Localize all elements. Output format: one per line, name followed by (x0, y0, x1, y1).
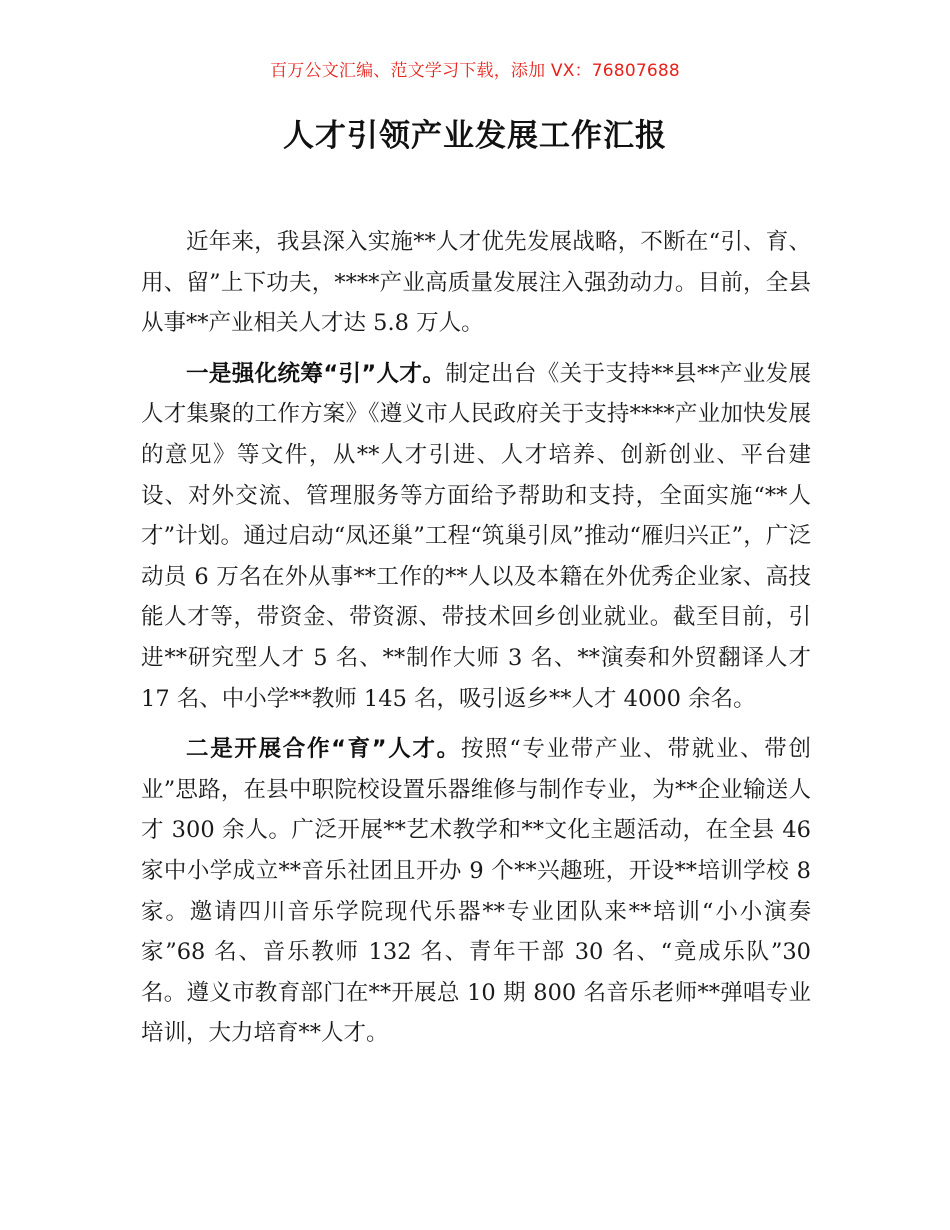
document-body (141, 222, 811, 1064)
paragraph-intro (141, 222, 811, 344)
document-title: 人才引领产业发展工作汇报 (283, 118, 667, 154)
paragraph-text: 近年来，我县深入实施**人才优先发展战略，不断在“引、育、用、留”上下功夫，****产业高质量发展注入强劲动力。目前，全县从事**产业相关人才达 5.8 万人。 (141, 229, 811, 337)
paragraph-lead: 二是开展合作“育”人才。 (186, 736, 461, 763)
paragraph-train (141, 729, 811, 1054)
paragraph-lead: 一是强化统筹“引”人才。 (186, 360, 446, 387)
promo-banner: 百万公文汇编、范文学习下载，添加 VX：76807688 (270, 61, 680, 81)
paragraph-text: 按照“专业带产业、带就业、带创业”思路，在县中职院校设置乐器维修与制作专业，为**企业输送人才 300 余人。广泛开展**艺术教学和**文化主题活动，在全县 46 家中小学成立**音乐社团且开办 9 个**兴趣班，开设**培训学校 8 家。邀请四川音乐学院现代乐器**专业团队来**培训“小小演奏家”68 名、音乐教师 132 名、青年干部 30 名、“竟成乐队”30 名。遵义市教育部门在**开展总 10 期 800 名音乐老师**弹唱专业培训，大力培育**人才。 (141, 736, 811, 1047)
paragraph-recruit (141, 354, 811, 719)
paragraph-text: 制定出台《关于支持**县**产业发展人才集聚的工作方案》《遵义市人民政府关于支持****产业加快发展的意见》等文件，从**人才引进、人才培养、创新创业、平台建设、对外交流、管理服务等方面给予帮助和支持，全面实施“**人才”计划。通过启动“凤还巢”工程“筑巢引凤”推动“雁归兴正”，广泛动员 6 万名在外从事**工作的**人以及本籍在外优秀企业家、高技能人才等，带资金、带资源、带技术回乡创业就业。截至目前，引进**研究型人才 5 名、**制作大师 3 名、**演奏和外贸翻译人才 17 名、中小学**教师 145 名，吸引返乡**人才 4000 余名。 (141, 360, 811, 712)
